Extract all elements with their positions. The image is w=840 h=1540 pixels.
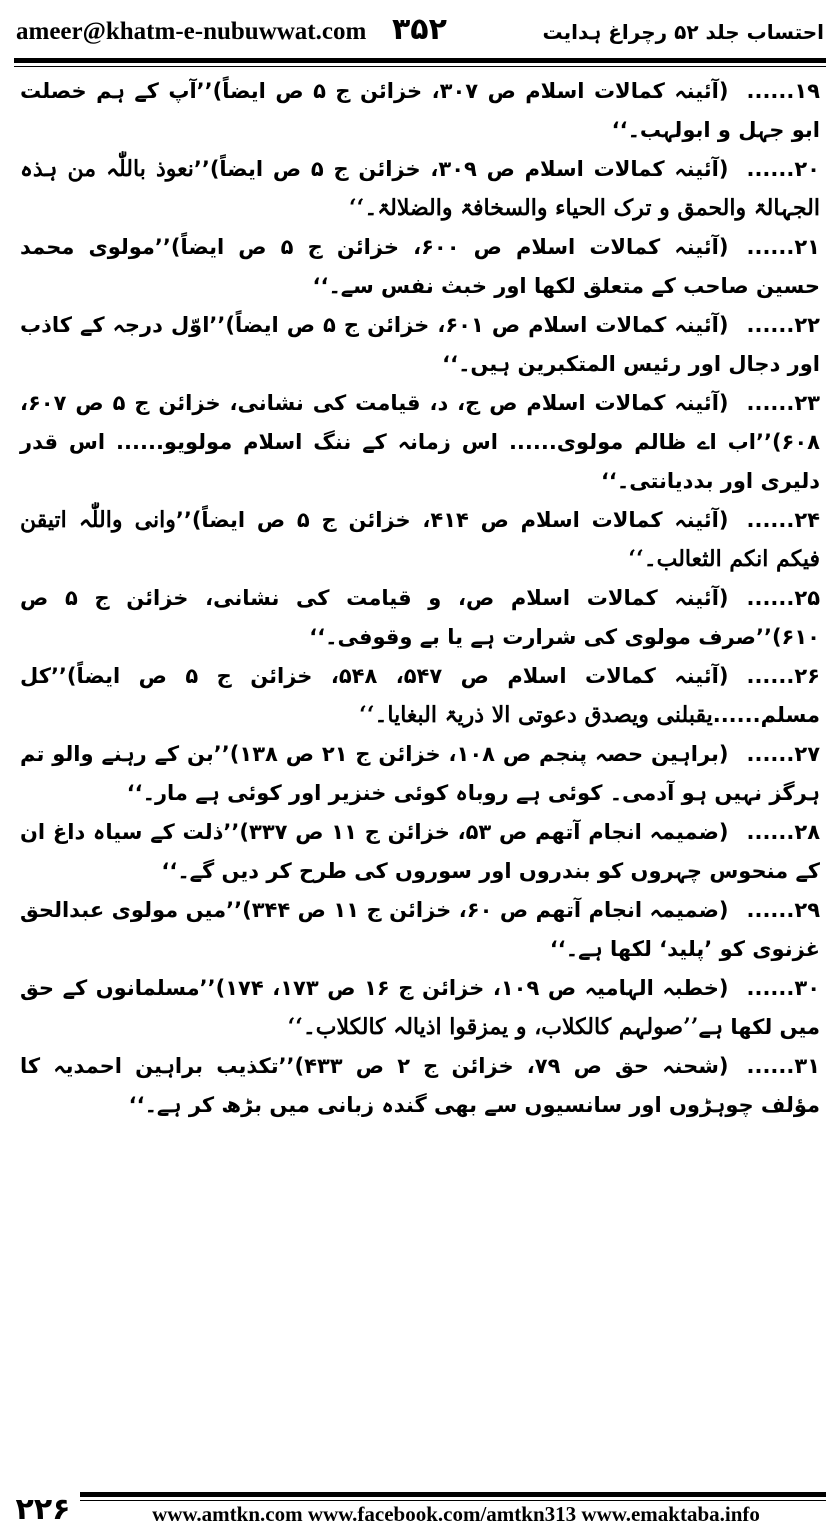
entry-reference: (آئینہ کمالات اسلام ص ۶۰۱، خزائن ج ۵ ص ایضاً)	[225, 313, 729, 337]
entry-22	[20, 306, 820, 384]
entry-quote: ’’میں مولوی عبدالحق غزنوی کو ’پلید‘ لکھا ہے۔‘‘	[20, 898, 820, 961]
entry-number: ۲۳......	[746, 391, 820, 415]
entry-reference: (آئینہ کمالات اسلام ص، و قیامت کی نشانی، خزائن ج ۵ ص ۶۱۰)	[20, 586, 820, 649]
entry-quote: ’’تکذیب براہین احمدیہ کا مؤلف چوہڑوں اور سانسیوں سے بھی گندہ زبانی میں بڑھ کر ہے۔‘‘	[20, 1054, 820, 1117]
entry-quote: ’’اوّل درجہ کے کاذب اور دجال اور رئیس المتکبرین ہیں۔‘‘	[20, 313, 820, 376]
page-footer	[14, 1492, 826, 1528]
entry-reference: (آئینہ کمالات اسلام ص ۴۱۴، خزائن ج ۵ ص ایضاً)	[191, 508, 729, 532]
header-email[interactable]: ameer@khatm-e-nubuwwat.com	[16, 18, 367, 45]
entry-reference: (ضمیمہ انجام آتھم ص ۶۰، خزائن ج ۱۱ ص ۳۴۴)	[242, 898, 729, 922]
entry-number: ۲۴......	[746, 508, 820, 532]
footer-page-number: ۲۲۶	[15, 1492, 71, 1527]
footer-links[interactable]: www.amtkn.com www.facebook.com/amtkn313 www.emaktaba.info	[152, 1502, 760, 1526]
entry-quote: ’’اب اے ظالم مولوی...... اس زمانہ کے ننگ اسلام مولویو...... اس قدر دلیری اور بددیانتی۔‘‘	[20, 430, 820, 493]
entry-quote: ’’آپ کے ہم خصلت ابو جہل و ابولہب۔‘‘	[20, 79, 820, 142]
entry-reference: (آئینہ کمالات اسلام ص ۶۰۰، خزائن ج ۵ ص ایضاً)	[170, 235, 729, 259]
entry-reference: (آئینہ کمالات اسلام ص ۵۴۷، ۵۴۸، خزائن ج ۵ ص ایضاً)	[66, 664, 729, 688]
entry-arabic-quote: یقبلنی ویصدق دعوتی الا ذریۃ البغایا۔‘‘	[359, 702, 713, 728]
entry-number: ۲۶......	[746, 664, 820, 688]
entry-arabic-quote: ’’صولہم کالکلاب، و یمزقوا اذیالہ کالکلاب۔‘‘	[287, 1014, 699, 1040]
entry-25	[20, 579, 820, 657]
entry-26	[20, 657, 820, 735]
entry-quote: ’’	[193, 157, 210, 181]
entry-number: ۲۱......	[746, 235, 820, 259]
entry-number: ۲۵......	[746, 586, 821, 610]
entry-number: ۲۸......	[746, 820, 821, 844]
entry-arabic-quote: نعوذ باللّٰہ من ہذہ الجہالۃ والحمق و ترک الحیاء والسخافۃ والضلالۃ۔‘‘	[20, 156, 820, 221]
entry-arabic-quote: وانی واللّٰہ اتیقن فیکم انکم الثعالب۔‘‘	[20, 507, 820, 572]
header-rule-thick	[14, 58, 826, 63]
entry-23	[20, 384, 820, 501]
entry-reference: (ضمیمہ انجام آتھم ص ۵۳، خزائن ج ۱۱ ص ۳۳۷)	[239, 820, 729, 844]
footer-rule-thick	[80, 1492, 826, 1497]
entry-30	[20, 969, 820, 1047]
entry-quote: ’’ذلت کے سیاہ داغ ان کے منحوس چہروں کو بندروں اور سوروں کی طرح کر دیں گے۔‘‘	[20, 820, 820, 883]
header-rule-thin	[14, 66, 826, 67]
entry-reference: (آئینہ کمالات اسلام ص ۳۰۷، خزائن ج ۵ ص ایضاً)	[212, 79, 729, 103]
entry-number: ۳۰......	[746, 976, 821, 1000]
entry-29	[20, 891, 820, 969]
entry-quote: ’’	[175, 508, 192, 532]
entry-number: ۲۷......	[746, 742, 821, 766]
entry-quote: ’’بن کے رہنے والو تم ہرگز نہیں ہو آدمی۔ کوئی ہے روباہ کوئی خنزیر اور کوئی ہے مار۔‘‘	[20, 742, 820, 805]
entry-reference: (آئینہ کمالات اسلام ص ۳۰۹، خزائن ج ۵ ص ایضاً)	[209, 157, 729, 181]
entry-20	[20, 150, 820, 228]
entry-quote: ’’کل مسلم......	[20, 664, 820, 727]
page-header	[14, 10, 826, 54]
entry-24	[20, 501, 820, 579]
entry-19	[20, 72, 820, 150]
header-book-title: احتساب جلد ۵۲ رچراغ ہدایت	[542, 20, 824, 44]
entry-21	[20, 228, 820, 306]
entry-reference: (آئینہ کمالات اسلام ص ج، د، قیامت کی نشانی، خزائن ج ۵ ص ۶۰۷، ۶۰۸)	[20, 391, 820, 454]
entries-list	[20, 72, 820, 1472]
entry-28	[20, 813, 820, 891]
entry-31	[20, 1047, 820, 1125]
entry-reference: (شحنہ حق ص ۷۹، خزائن ج ۲ ص ۴۳۳)	[294, 1054, 729, 1078]
entry-quote: ’’مسلمانوں کے حق میں لکھا ہے	[20, 976, 820, 1039]
entry-number: ۱۹......	[746, 79, 820, 103]
entry-number: ۲۲......	[746, 313, 820, 337]
entry-27	[20, 735, 820, 813]
entry-number: ۳۱......	[746, 1054, 821, 1078]
entry-number: ۲۰......	[746, 157, 820, 181]
entry-reference: (براہین حصہ پنجم ص ۱۰۸، خزائن ج ۲۱ ص ۱۳۸)	[229, 742, 729, 766]
entry-reference: (خطبہ الہامیہ ص ۱۰۹، خزائن ج ۱۶ ص ۱۷۳، ۱۷۴)	[215, 976, 729, 1000]
entry-number: ۲۹......	[746, 898, 821, 922]
entry-quote: ’’صرف مولوی کی شرارت ہے یا بے وقوفی۔‘‘	[309, 625, 772, 649]
footer-rule-thin	[80, 1500, 826, 1501]
entry-quote: ’’مولوی محمد حسین صاحب کے متعلق لکھا اور خبث نفس سے۔‘‘	[20, 235, 820, 298]
header-page-number: ۳۵۲	[392, 12, 447, 47]
